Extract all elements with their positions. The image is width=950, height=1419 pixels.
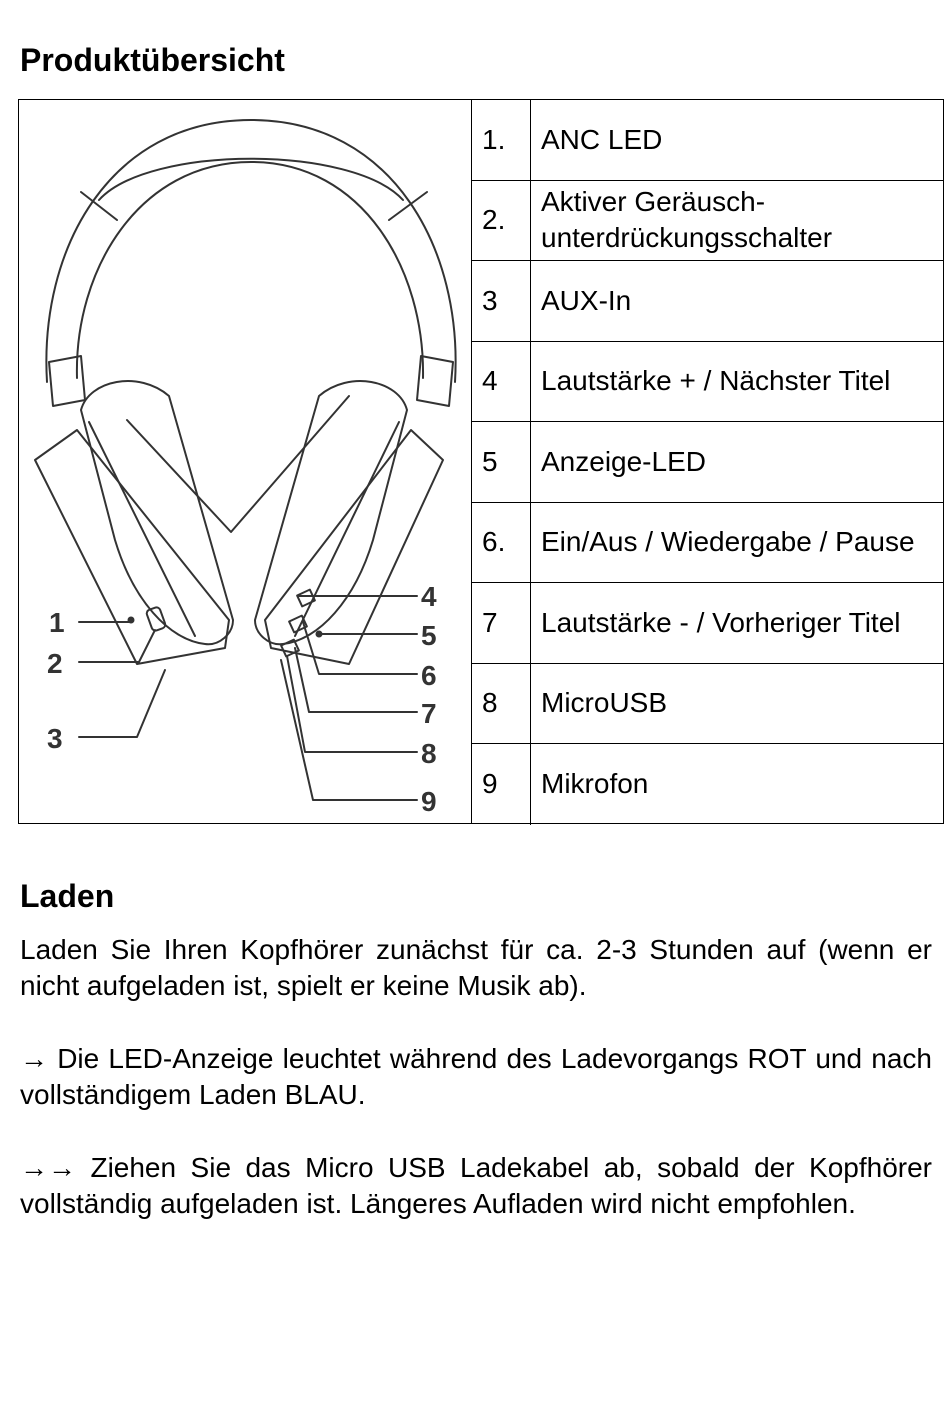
part-number: 6. xyxy=(472,503,531,583)
part-label: Mikrofon xyxy=(541,768,649,800)
leader-6 xyxy=(303,622,417,674)
part-number: 9 xyxy=(472,744,531,825)
table-row xyxy=(472,261,943,342)
part-label: Ein/Aus / Wiedergabe / Pause xyxy=(541,526,915,558)
table-row xyxy=(472,422,943,503)
table-row xyxy=(472,664,943,745)
callout-4: 4 xyxy=(421,581,437,612)
part-label: Lautstärke - / Vorheriger Titel xyxy=(541,606,901,638)
leader-3 xyxy=(79,670,165,737)
callout-1: 1 xyxy=(49,607,65,638)
part-number: 1. xyxy=(472,100,531,180)
charging-paragraph: →→ Ziehen Sie das Micro USB Ladekabel ab, sobald der Kopfhörer vollständig aufgeladen ist. Längeres Aufladen wird nicht empfohlen. xyxy=(20,1152,932,1219)
table-row xyxy=(472,503,943,584)
table-row xyxy=(472,181,943,262)
headband-inner xyxy=(77,162,423,378)
callout-7: 7 xyxy=(421,698,437,729)
headband-padding xyxy=(99,159,403,200)
part-number: 7 xyxy=(472,583,531,663)
anc-switch xyxy=(146,606,167,631)
left-earpad xyxy=(81,381,233,644)
part-number: 4 xyxy=(472,342,531,422)
part-label: Aktiver Geräusch-unterdrückungsschalter xyxy=(541,186,833,254)
table-row xyxy=(472,744,943,825)
part-number: 5 xyxy=(472,422,531,502)
charging-paragraph: Laden Sie Ihren Kopfhörer zunächst für ca. 2-3 Stunden auf (wenn er nicht aufgeladen ist, spielt er keine Musik ab). xyxy=(20,934,932,1001)
table-row xyxy=(472,342,943,423)
callout-8: 8 xyxy=(421,738,437,769)
table-row xyxy=(472,583,943,664)
part-number: 2. xyxy=(472,181,531,261)
part-number: 8 xyxy=(472,664,531,744)
headphone-diagram-cell xyxy=(19,100,472,823)
callout-6: 6 xyxy=(421,660,437,691)
part-label: AUX-In xyxy=(541,284,632,316)
part-number: 3 xyxy=(472,261,531,341)
callout-5: 5 xyxy=(421,620,437,651)
table-row xyxy=(472,100,943,181)
callout-2: 2 xyxy=(47,648,63,679)
section-title-charging: Laden xyxy=(20,878,115,914)
section-title-overview: Produktübersicht xyxy=(20,42,285,78)
callout-3: 3 xyxy=(47,723,63,754)
headphone-diagram xyxy=(19,100,471,822)
part-label: Lautstärke + / Nächster Titel xyxy=(541,365,891,397)
charging-paragraph: → Die LED-Anzeige leuchtet während des Ladevorgangs ROT und nach vollständigem Laden BLAU. xyxy=(20,1043,932,1110)
product-overview-table xyxy=(18,99,944,824)
part-label: MicroUSB xyxy=(541,687,668,719)
part-label: Anzeige-LED xyxy=(541,445,706,477)
part-label: ANC LED xyxy=(541,123,663,155)
leader-2 xyxy=(79,630,155,662)
callout-9: 9 xyxy=(421,786,437,817)
